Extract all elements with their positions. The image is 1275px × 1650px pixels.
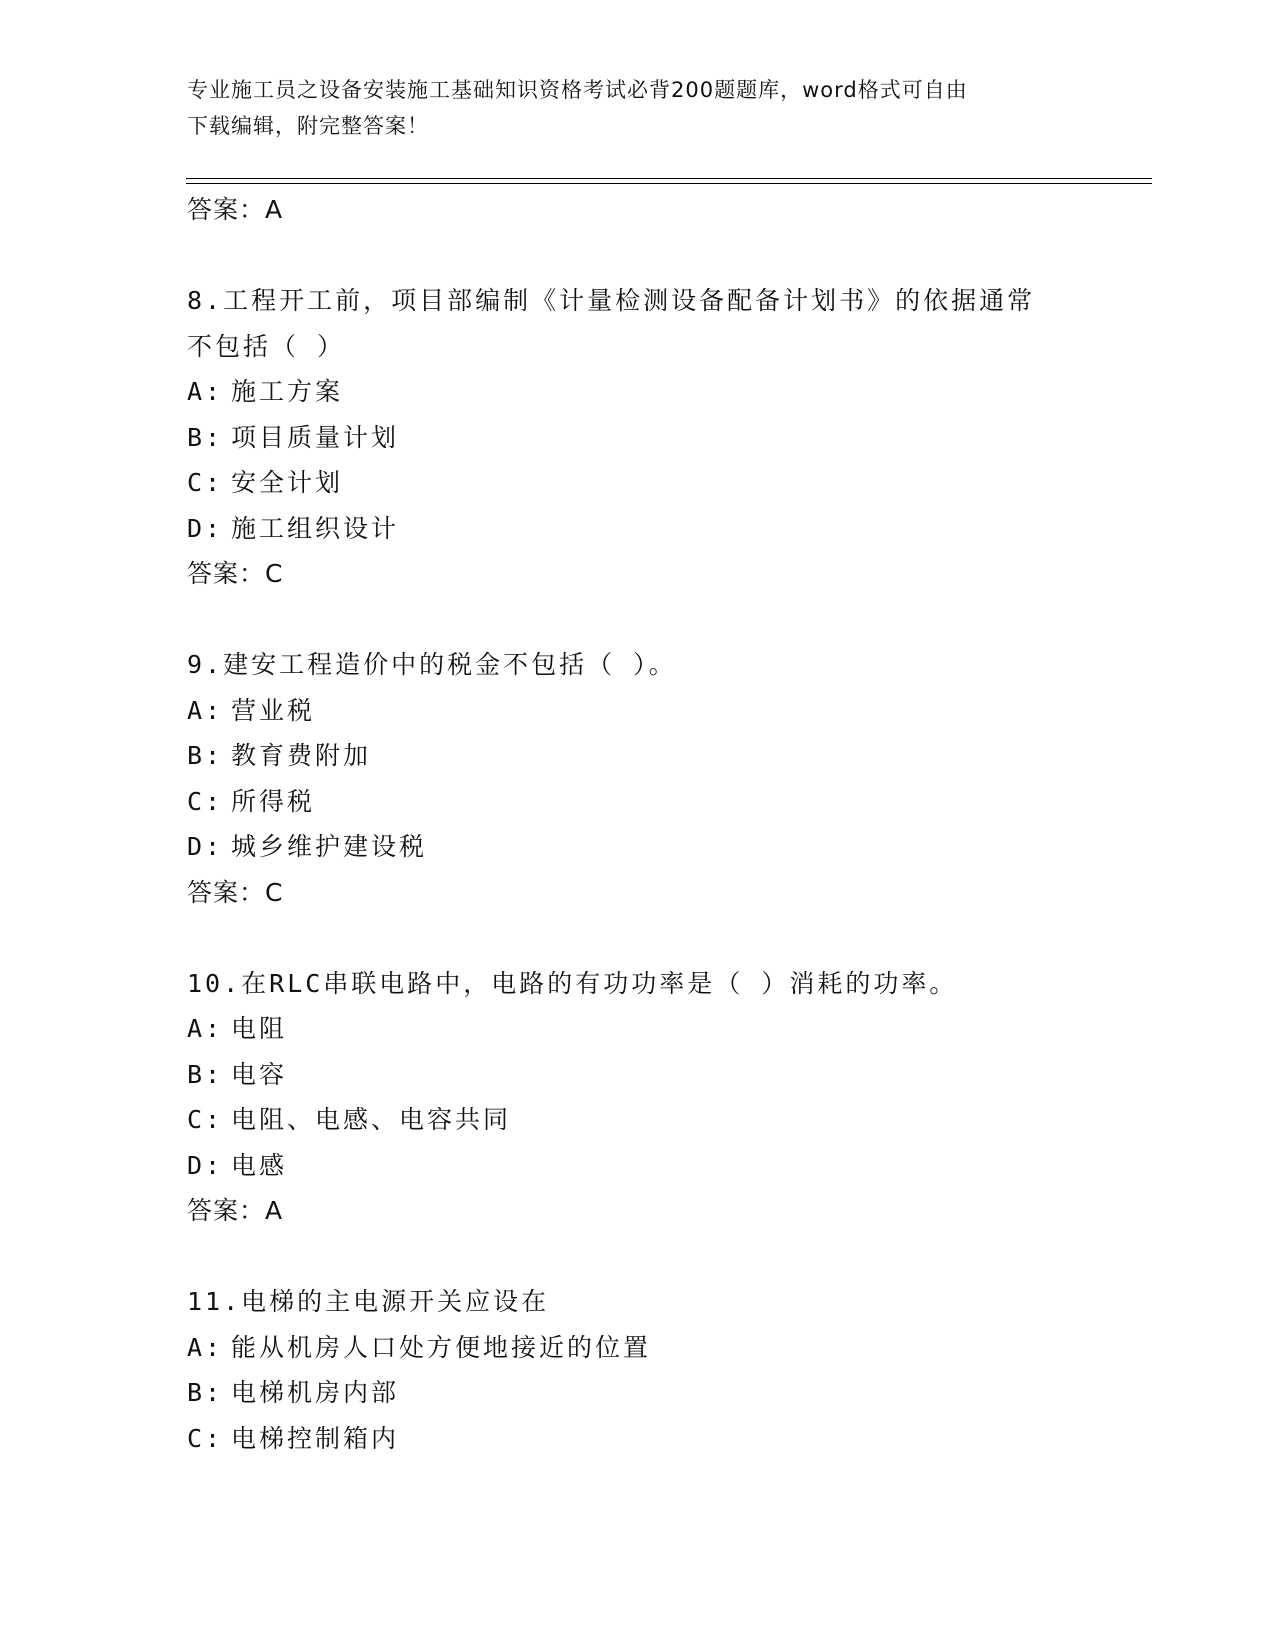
question-11	[187, 1279, 1147, 1461]
option-label: A:	[187, 1014, 224, 1043]
question-list	[187, 187, 1147, 1461]
option-d	[187, 1143, 1147, 1189]
option-label: B:	[187, 1059, 224, 1089]
option-text: 电容	[231, 1059, 288, 1089]
option-b	[187, 1370, 1147, 1416]
option-c	[187, 779, 1147, 825]
option-text: 电阻	[231, 1014, 288, 1043]
option-label: D:	[187, 513, 224, 543]
spacer	[187, 915, 1147, 961]
option-text: 安全计划	[231, 468, 344, 497]
option-label: D:	[187, 1150, 224, 1180]
question-stem: 10.在RLC串联电路中，电路的有功功率是（ ）消耗的功率。	[187, 968, 958, 998]
option-label: B:	[187, 741, 224, 770]
previous-answer: 答案：A	[187, 195, 284, 224]
question-8	[187, 278, 1147, 597]
question-stem: 8.工程开工前，项目部编制《计量检测设备配备计划书》的依据通常	[187, 286, 1036, 315]
option-a	[187, 688, 1147, 734]
option-c	[187, 1097, 1147, 1143]
option-label: C:	[187, 786, 224, 816]
spacer	[187, 1234, 1147, 1280]
option-text: 所得税	[231, 786, 316, 816]
option-label: B:	[187, 422, 224, 452]
question-stem: 11.电梯的主电源开关应设在	[187, 1287, 550, 1316]
answer: 答案：C	[187, 877, 284, 907]
option-label: C:	[187, 1105, 224, 1134]
option-text: 能从机房人口处方便地接近的位置	[231, 1332, 652, 1362]
option-text: 电梯控制箱内	[231, 1423, 400, 1453]
question-9	[187, 642, 1147, 915]
option-c	[187, 460, 1147, 506]
option-label: D:	[187, 832, 224, 861]
question-stem: 9.建安工程造价中的税金不包括（ ）。	[187, 650, 677, 679]
option-b	[187, 733, 1147, 779]
question-10	[187, 961, 1147, 1234]
option-label: A:	[187, 1332, 224, 1362]
option-text: 施工方案	[231, 377, 344, 406]
answer: 答案：A	[187, 1196, 284, 1225]
option-text: 电感	[231, 1150, 288, 1180]
question-stem-continued: 不包括（ ）	[187, 331, 346, 361]
header-title-line-1: 专业施工员之设备安装施工基础知识资格考试必背200题题库，word格式可自由	[187, 78, 968, 102]
document-header	[187, 72, 1067, 144]
option-d	[187, 506, 1147, 552]
option-a	[187, 1006, 1147, 1052]
option-text: 施工组织设计	[231, 513, 400, 543]
header-divider-bottom	[186, 183, 1152, 184]
answer: 答案：C	[187, 559, 284, 588]
option-label: A:	[187, 695, 224, 725]
option-b	[187, 1052, 1147, 1098]
option-label: B:	[187, 1378, 224, 1407]
option-d	[187, 824, 1147, 870]
option-a	[187, 369, 1147, 415]
option-text: 电阻、电感、电容共同	[231, 1105, 512, 1134]
option-label: A:	[187, 377, 224, 406]
spacer	[187, 233, 1147, 279]
option-text: 城乡维护建设税	[231, 832, 428, 861]
option-text: 营业税	[231, 695, 316, 725]
option-text: 项目质量计划	[231, 422, 400, 452]
header-divider-top	[186, 178, 1152, 179]
option-label: C:	[187, 1423, 224, 1453]
option-text: 教育费附加	[231, 741, 372, 770]
option-c	[187, 1416, 1147, 1462]
option-b	[187, 415, 1147, 461]
header-title-line-2: 下载编辑，附完整答案！	[187, 114, 429, 138]
option-a	[187, 1325, 1147, 1371]
spacer	[187, 597, 1147, 643]
option-text: 电梯机房内部	[231, 1378, 400, 1407]
option-label: C:	[187, 468, 224, 497]
